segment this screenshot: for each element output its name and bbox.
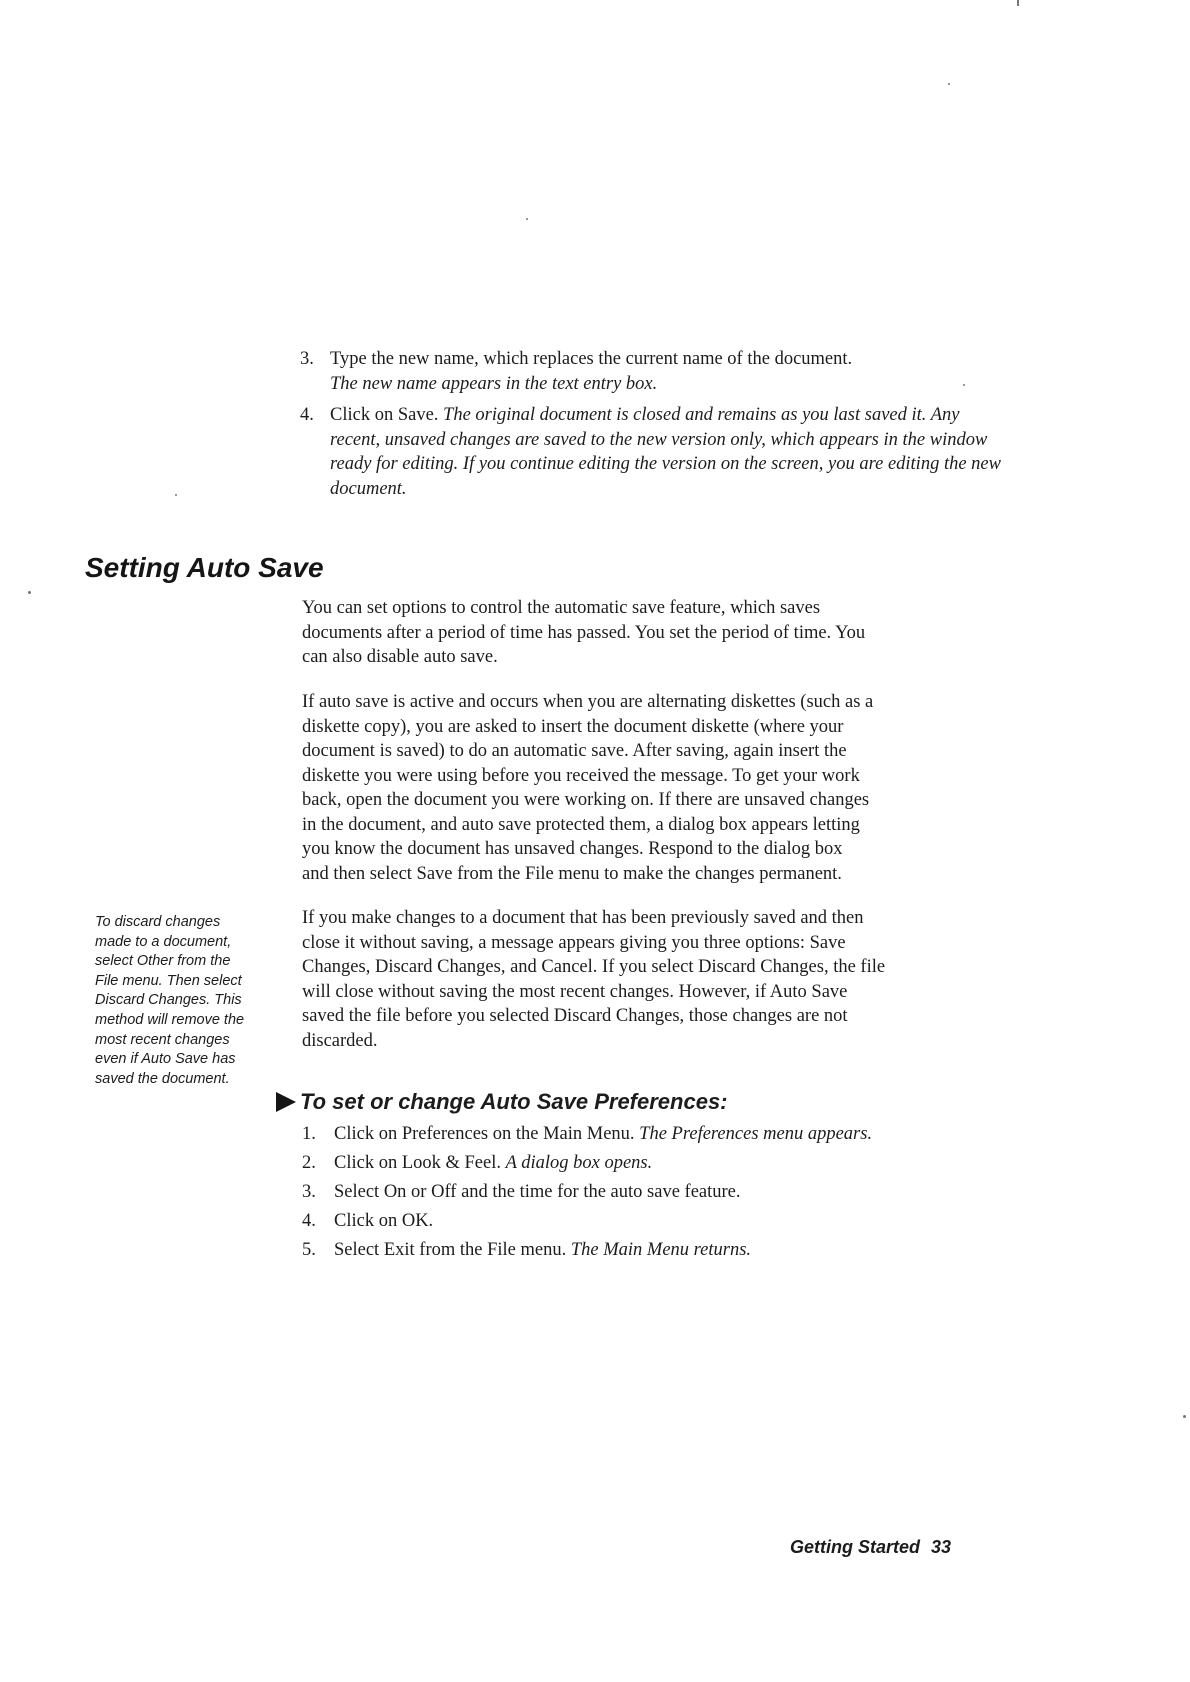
step-text: Select On or Off and the time for the auto save feature. bbox=[334, 1182, 741, 1202]
page-number: 33 bbox=[931, 1537, 952, 1557]
step-text: Click on Preferences on the Main Menu. bbox=[334, 1124, 635, 1144]
paragraph-discard: If you make changes to a document that has been previously saved and then close it without saving, a message appears giving you three options: Save Changes, Discard Changes, and Cancel. If you select Discard Changes, the file will close without saving the most recent changes. However, if Auto Save saved the file before you selected Discard Changes, those changes are not discarded. bbox=[302, 908, 886, 1051]
page-footer bbox=[790, 1536, 951, 1558]
step-number: 2. bbox=[302, 1153, 316, 1173]
step-number: 3. bbox=[300, 349, 314, 369]
scan-speck bbox=[963, 384, 965, 386]
step-text: Click on Look & Feel. bbox=[334, 1153, 501, 1173]
paragraph-diskettes: If auto save is active and occurs when you are alternating diskettes (such as a diskette copy), you are asked to insert the document diskette (where your document is saved) to do an automatic save. After saving, again insert the diskette you were using before you received the message. To get your work back, open the document you were working on. If there are unsaved changes in the document, and auto save protected them, a dialog box appears letting you know the document has unsaved changes. Respond to the dialog box and then select Save from the File menu to make the changes permanent. bbox=[302, 692, 874, 884]
step-result: The original document is closed and remains as you last saved it. Any recent, unsaved changes are saved to the new version only, which appears in the window ready for editing. If you continue editing the version on the screen, you are editing the new document. bbox=[330, 405, 1001, 499]
procedure-heading bbox=[276, 1088, 728, 1116]
step-number: 1. bbox=[302, 1124, 316, 1144]
paragraph-intro: You can set options to control the automatic save feature, which saves documents after a period of time has passed. You set the period of time. You can also disable auto save. bbox=[302, 598, 866, 667]
step-text: Click on OK. bbox=[334, 1211, 434, 1231]
step-text: Type the new name, which replaces the current name of the document. bbox=[330, 349, 853, 369]
step-number: 4. bbox=[302, 1211, 316, 1231]
triangle-arrow-icon bbox=[276, 1092, 296, 1112]
step-number: 3. bbox=[302, 1182, 316, 1202]
section-heading: Setting Auto Save bbox=[85, 552, 324, 583]
step-number: 5. bbox=[302, 1240, 316, 1260]
scan-speck bbox=[28, 591, 31, 594]
scan-speck bbox=[175, 494, 177, 496]
scan-speck bbox=[948, 83, 950, 85]
scan-speck bbox=[1183, 1415, 1186, 1418]
step-result: The Main Menu returns. bbox=[570, 1240, 752, 1260]
scan-speck bbox=[1017, 0, 1019, 6]
step-result: The Preferences menu appears. bbox=[639, 1124, 873, 1144]
scan-speck bbox=[526, 218, 528, 220]
step-result: The new name appears in the text entry box. bbox=[330, 373, 658, 394]
step-text: Click on Save. bbox=[330, 405, 439, 425]
procedure-heading-text: To set or change Auto Save Preferences: bbox=[300, 1089, 728, 1114]
step-result: A dialog box opens. bbox=[505, 1153, 653, 1173]
step-number: 4. bbox=[300, 405, 314, 425]
step-text: Select Exit from the File menu. bbox=[334, 1240, 567, 1260]
footer-label: Getting Started bbox=[790, 1537, 921, 1557]
sidebar-note: To discard changes made to a document, select Other from the File menu. Then select Discard Changes. This method will remove the most recent changes even if Auto Save has saved the document. bbox=[95, 914, 245, 1087]
